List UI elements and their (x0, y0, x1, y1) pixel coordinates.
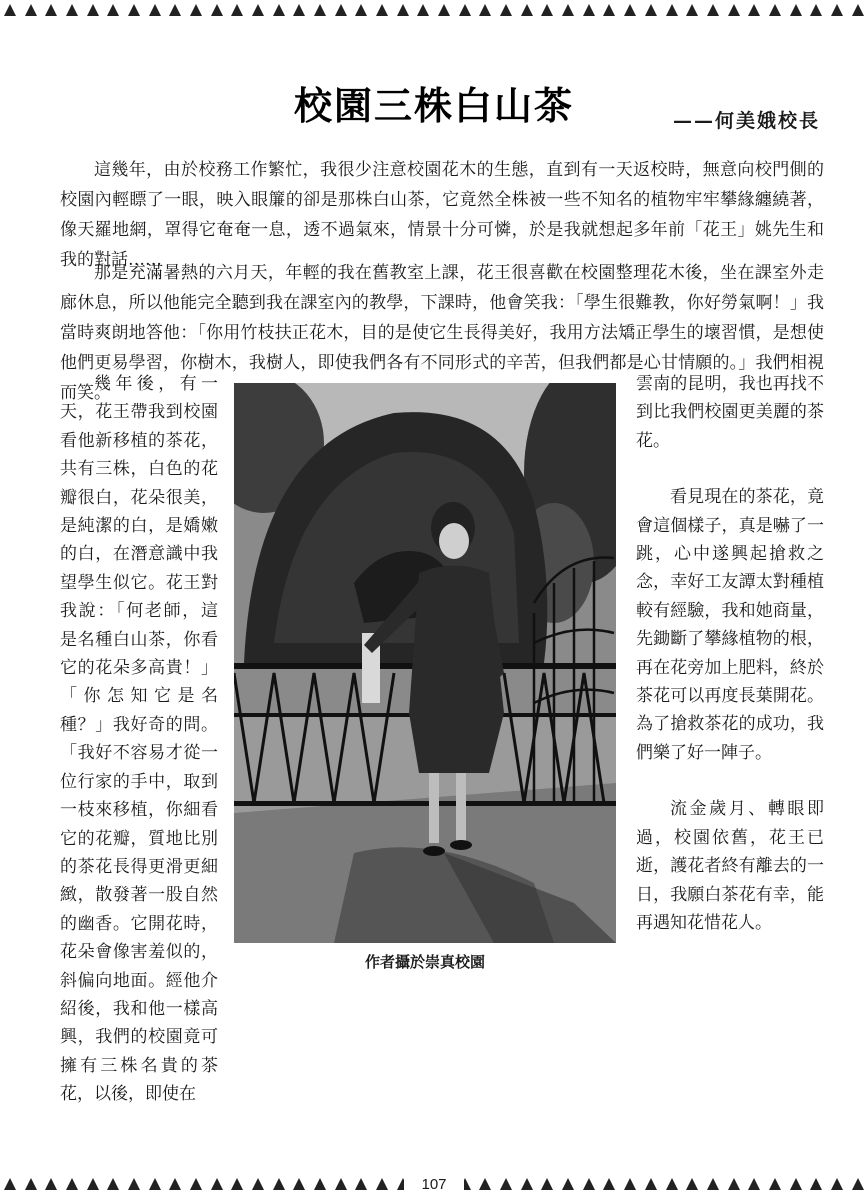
border-triangle-icon (293, 1178, 305, 1190)
border-triangle-icon (790, 4, 802, 16)
border-triangle-icon (397, 4, 409, 16)
border-triangle-icon (728, 4, 740, 16)
border-triangle-icon (500, 4, 512, 16)
border-triangle-icon (603, 4, 615, 16)
border-triangle-icon (252, 4, 264, 16)
right-column-paragraph-1: 雲南的昆明，我也再找不到比我們校園更美麗的茶花。 (636, 374, 824, 451)
border-triangle-icon (728, 1178, 740, 1190)
border-triangle-icon (666, 1178, 678, 1190)
border-triangle-icon (314, 4, 326, 16)
border-triangle-icon (66, 1178, 78, 1190)
border-triangle-icon (4, 1178, 16, 1190)
border-triangle-icon (541, 4, 553, 16)
border-triangle-icon (810, 1178, 822, 1190)
border-triangle-icon (521, 4, 533, 16)
border-triangle-icon (335, 4, 347, 16)
border-triangle-icon (169, 1178, 181, 1190)
top-triangle-border (0, 2, 868, 18)
border-triangle-icon (500, 1178, 512, 1190)
border-triangle-icon (479, 4, 491, 16)
border-triangle-icon (769, 1178, 781, 1190)
border-triangle-icon (211, 1178, 223, 1190)
border-triangle-icon (852, 1178, 864, 1190)
border-triangle-icon (459, 4, 471, 16)
border-triangle-icon (355, 1178, 367, 1190)
border-triangle-icon (624, 4, 636, 16)
border-triangle-icon (831, 4, 843, 16)
author-byline: ——何美娥校長 (672, 110, 820, 132)
right-column-paragraph-2: 看見現在的茶花，竟會這個樣子，真是嚇了一跳，心中遂興起搶救之念，幸好工友譚太對種植較有經驗，我和她商量，先鋤斷了攀緣植物的根，再在花旁加上肥料，終於茶花可以再度長葉開花。為了搶救茶花的成功，我們樂了好一陣子。 (636, 487, 824, 763)
border-triangle-icon (686, 4, 698, 16)
border-triangle-icon (852, 4, 864, 16)
border-triangle-icon (314, 1178, 326, 1190)
border-triangle-icon (666, 4, 678, 16)
border-triangle-icon (479, 1178, 491, 1190)
border-triangle-icon (603, 1178, 615, 1190)
paragraph-1: 這幾年，由於校務工作繁忙，我很少注意校園花木的生態，直到有一天返校時，無意向校門側的校園內輕瞟了一眼，映入眼簾的卻是那株白山茶，它竟然全株被一些不知名的植物牢牢攀緣纏繞著，像天羅地網，罩得它奄奄一息，透不過氣來，情景十分可憐，於是我就想起多年前「花王」姚先生和我的對話…… (60, 160, 824, 270)
border-triangle-icon (149, 1178, 161, 1190)
border-triangle-icon (25, 4, 37, 16)
border-triangle-icon (335, 1178, 347, 1190)
paragraph-2: 那是充滿暑熱的六月天，年輕的我在舊教室上課，花王很喜歡在校園整理花木後，坐在課室外走廊休息，所以他能完全聽到我在課室內的教學，下課時，他會笑我：「學生很難教，你好勞氣啊！」我當時爽朗地答他：「你用竹枝扶正花木，目的是使它生長得美好，我用方法矯正學生的壞習慣，是想使他們更易學習，你樹木，我樹人，即使我們各有不同形式的辛苦，但我們都是心甘情願的。」我們相視而笑。 (60, 263, 824, 403)
border-triangle-icon (169, 4, 181, 16)
border-triangle-icon (438, 4, 450, 16)
author-photo (234, 383, 616, 943)
border-triangle-icon (376, 1178, 388, 1190)
border-triangle-icon (107, 1178, 119, 1190)
border-triangle-icon (562, 1178, 574, 1190)
border-triangle-icon (45, 4, 57, 16)
border-triangle-icon (128, 1178, 140, 1190)
border-triangle-icon (624, 1178, 636, 1190)
border-triangle-icon (45, 1178, 57, 1190)
border-triangle-icon (562, 4, 574, 16)
border-triangle-icon (376, 4, 388, 16)
border-triangle-icon (355, 4, 367, 16)
border-triangle-icon (211, 4, 223, 16)
border-triangle-icon (707, 1178, 719, 1190)
border-triangle-icon (190, 1178, 202, 1190)
right-column-paragraph-3: 流金歲月、轉眼即過，校園依舊，花王已逝，護花者終有離去的一日，我願白茶花有幸，能再遇知花惜花人。 (636, 799, 824, 933)
border-triangle-icon (583, 4, 595, 16)
border-triangle-icon (831, 1178, 843, 1190)
left-column-text: 幾年後，有一天，花王帶我到校園看他新移植的茶花，共有三株，白色的花瓣很白，花朵很美，是純潔的白，是嬌嫩的白，在潛意識中我望學生似它。花王對我說：「何老師，這是名種白山茶，你看它的花朵多高貴！」「你怎知它是名種？」我好奇的問。「我好不容易才從一位行家的手中，取到一枝來移植，你細看它的花瓣，質地比別的茶花長得更滑更細緻，散發著一股自然的幽香。它開花時，花朵會像害羞似的，斜偏向地面。經他介紹後，我和他一樣高興，我們的校園竟可擁有三株名貴的茶花，以後，即使在 (60, 374, 218, 1105)
border-triangle-icon (521, 1178, 533, 1190)
border-triangle-icon (231, 1178, 243, 1190)
right-column (636, 370, 824, 965)
border-triangle-icon (87, 1178, 99, 1190)
border-triangle-icon (149, 4, 161, 16)
page-title: 校園三株白山茶 (293, 84, 574, 129)
border-triangle-icon (273, 1178, 285, 1190)
border-triangle-icon (4, 4, 16, 16)
border-triangle-icon (128, 4, 140, 16)
page-number: 107 (404, 1176, 464, 1193)
border-triangle-icon (583, 1178, 595, 1190)
border-triangle-icon (645, 4, 657, 16)
border-triangle-icon (107, 4, 119, 16)
border-triangle-icon (87, 4, 99, 16)
border-triangle-icon (769, 4, 781, 16)
border-triangle-icon (273, 4, 285, 16)
border-triangle-icon (190, 4, 202, 16)
border-triangle-icon (66, 4, 78, 16)
border-triangle-icon (231, 4, 243, 16)
border-triangle-icon (748, 4, 760, 16)
photo-caption: 作者攝於崇真校園 (364, 953, 485, 971)
border-triangle-icon (645, 1178, 657, 1190)
border-triangle-icon (252, 1178, 264, 1190)
border-triangle-icon (707, 4, 719, 16)
border-triangle-icon (541, 1178, 553, 1190)
border-triangle-icon (810, 4, 822, 16)
border-triangle-icon (417, 4, 429, 16)
border-triangle-icon (293, 4, 305, 16)
border-triangle-icon (790, 1178, 802, 1190)
border-triangle-icon (748, 1178, 760, 1190)
border-triangle-icon (25, 1178, 37, 1190)
border-triangle-icon (686, 1178, 698, 1190)
